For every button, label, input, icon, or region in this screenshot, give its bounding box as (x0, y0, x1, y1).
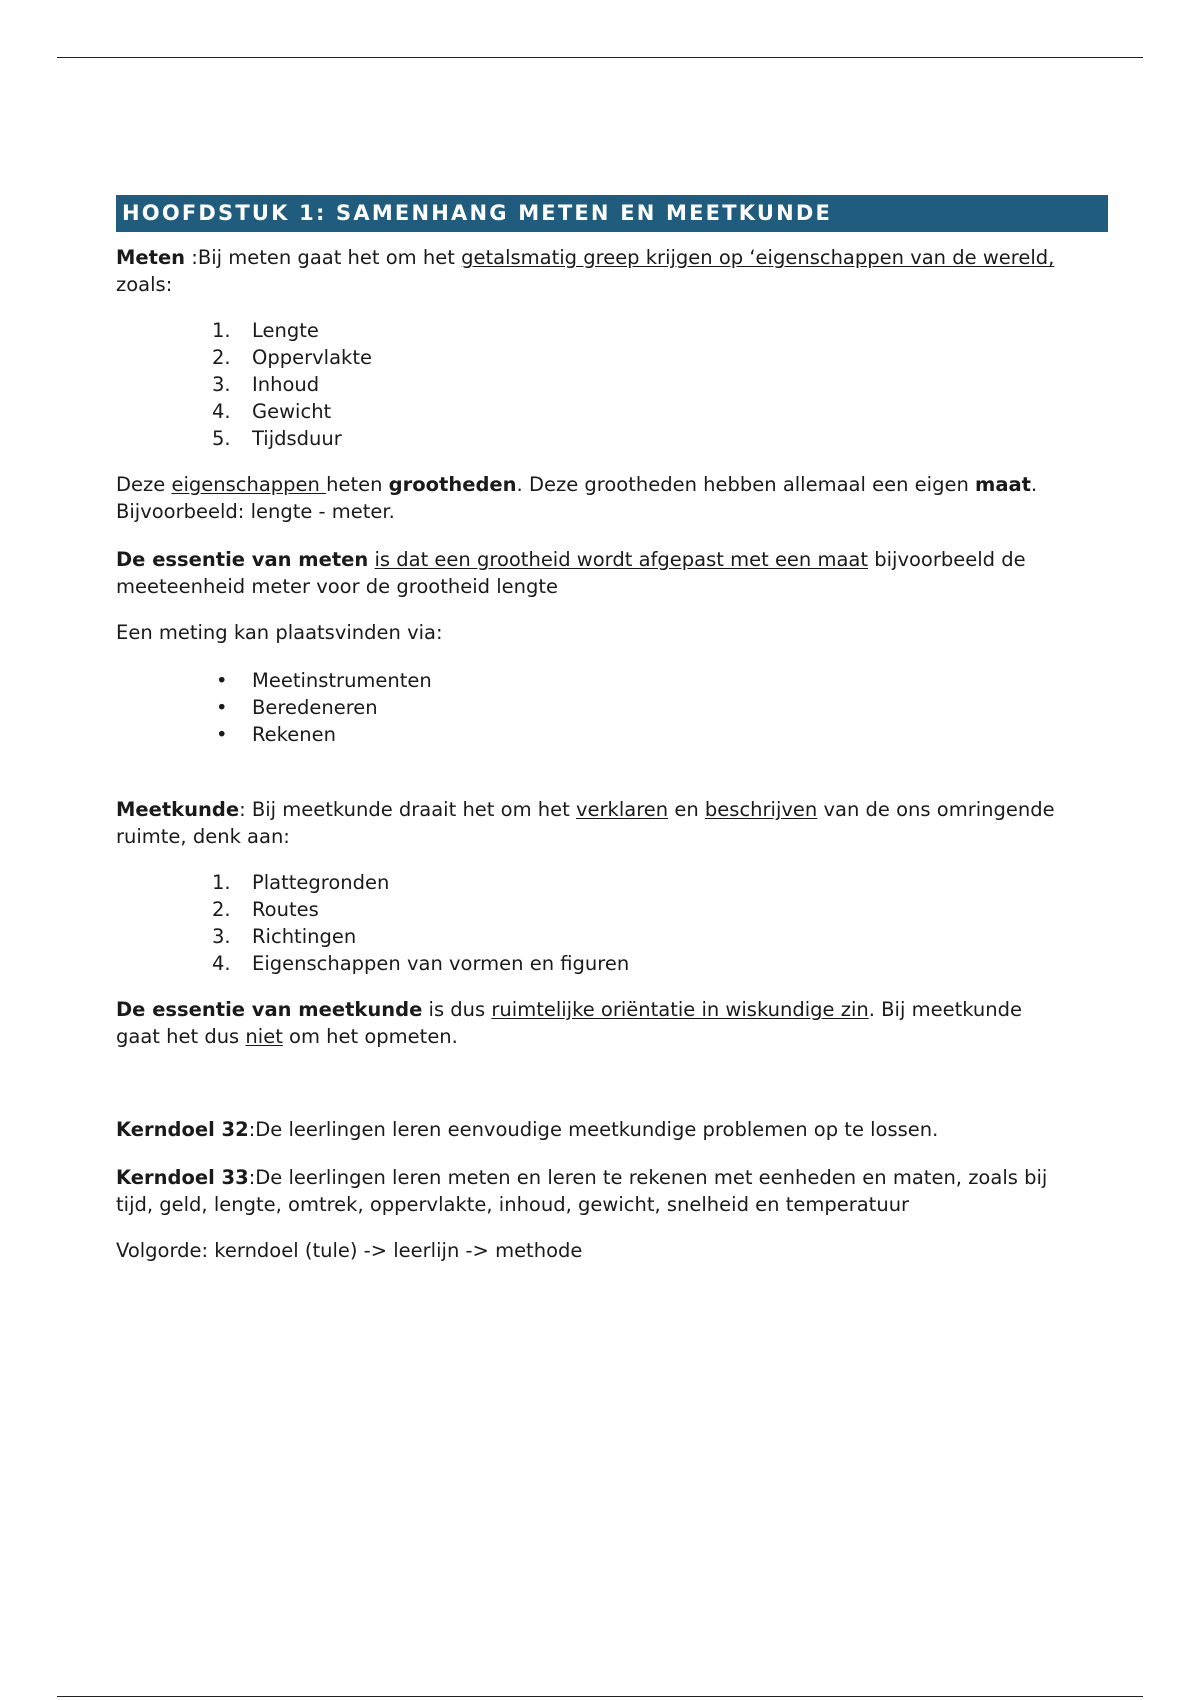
meten-underline: getalsmatig greep krijgen op ‘eigenschappen van de wereld, (461, 246, 1055, 269)
header-rule (57, 57, 1143, 58)
grootheden-list (116, 317, 1108, 452)
meten-paragraph: Meten :Bij meten gaat het om het getalsmatig greep krijgen op ‘eigenschappen van de wereld, zoals: (116, 246, 1055, 296)
list-item: 2. Oppervlakte (212, 346, 372, 369)
list-item: • Beredeneren (216, 696, 378, 719)
list-item: 4. Gewicht (212, 400, 332, 423)
list-item: 4. Eigenschappen van vormen en figuren (212, 952, 630, 975)
kerndoel-32: Kerndoel 32:De leerlingen leren eenvoudige meetkundige problemen op te lossen. (116, 1118, 939, 1141)
chapter-heading: HOOFDSTUK 1: SAMENHANG METEN EN MEETKUNDE (116, 195, 1108, 232)
volgorde-line: Volgorde: kerndoel (tule) -> leerlijn -> methode (116, 1239, 583, 1262)
essentie-meetkunde-paragraph: De essentie van meetkunde is dus ruimtelijke oriëntatie in wiskundige zin. Bij meetkunde gaat het dus niet om het opmeten. (116, 998, 1022, 1048)
meting-intro: Een meting kan plaatsvinden via: (116, 621, 443, 644)
footer-rule (57, 1696, 1143, 1697)
document-body (116, 195, 1108, 1264)
list-item: • Meetinstrumenten (216, 669, 432, 692)
list-item: 5. Tijdsduur (212, 427, 342, 450)
meten-term: Meten (116, 246, 186, 269)
list-item: 2. Routes (212, 898, 319, 921)
meetkunde-list (116, 869, 1108, 977)
list-item: 3. Richtingen (212, 925, 357, 948)
meting-list (116, 667, 1108, 748)
essentie-meten-paragraph: De essentie van meten is dat een grootheid wordt afgepast met een maat bijvoorbeeld de meeteenheid meter voor de grootheid lengte (116, 548, 1026, 598)
list-item: 1. Plattegronden (212, 871, 390, 894)
bullet-icon: • (216, 669, 228, 692)
grootheden-paragraph: Deze eigenschappen heten grootheden. Deze grootheden hebben allemaal een eigen maat. Bijvoorbeeld: lengte - meter. (116, 473, 1038, 523)
list-item: 1. Lengte (212, 319, 319, 342)
kerndoel-33: Kerndoel 33:De leerlingen leren meten en leren te rekenen met eenheden en maten, zoals bij tijd, geld, lengte, omtrek, oppervlakte, inhoud, gewicht, snelheid en temperatuur (116, 1166, 1048, 1216)
meetkunde-paragraph: Meetkunde: Bij meetkunde draait het om het verklaren en beschrijven van de ons omringende ruimte, denk aan: (116, 798, 1055, 848)
list-item: • Rekenen (216, 723, 336, 746)
bullet-icon: • (216, 723, 228, 746)
list-item: 3. Inhoud (212, 373, 320, 396)
bullet-icon: • (216, 696, 228, 719)
